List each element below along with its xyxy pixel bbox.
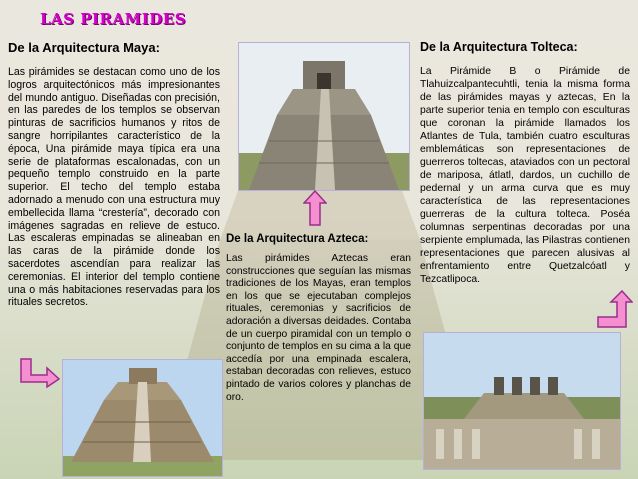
arrow-bent-up-icon bbox=[597, 290, 633, 328]
arrow-up-icon bbox=[303, 190, 327, 226]
azteca-pyramid-photo bbox=[62, 359, 223, 477]
azteca-text: Las pirámides Aztecas eran construcciones que seguían las mismas tradiciones de los Mayas, eran templos en los que se ejecutaban complejos rituales, ceremonias y sacrificios de adoración a diversas deidades. Contaba de un cuerpo piramidal con un templo o conjunto de templos en su cima a la que accedía por una empinada escalera, estaban decoradas con relieves, estuco pintado de varios colores y planchas de oro. bbox=[226, 253, 411, 403]
arrow-bent-right-icon bbox=[20, 358, 60, 388]
tolteca-heading: De la Arquitectura Tolteca: bbox=[420, 40, 578, 54]
tolteca-text: La Pirámide B o Pirámide de Tlahuizcalpantecuhtli, tenia la misma forma de las pirámides mayas y aztecas, En la parte superior tenia en templo con esculturas que coronan la pirámide llamados los Atlantes de Tula, también cuatro esculturas emblemáticas son representaciones de guerreros toltecas, ataviados con un pectoral de mariposa, átlatl, dardos, un cuchillo de pedernal y un arma curva que es muy característica de las representaciones guerreras de la cultura tolteca. Poséa columnas serpentinas decoradas por una serpiente emplumada, las Pilastras contienen representaciones que parecen alusivas al enfrentamiento entre Quetzalcóatl y Tezcatlipoca. bbox=[420, 66, 630, 285]
maya-heading: De la Arquitectura Maya: bbox=[8, 40, 160, 55]
tolteca-section bbox=[420, 40, 630, 286]
maya-text: Las pirámides se destacan como uno de los logros arquitectónicos más impresionantes del mundo antiguo. Diseñadas con precisión, en las paredes de los templos se observan pinturas de sacrificios humanos y ritos de sangre horripilantes característico de la época, Una pirámide maya típica era una serie de plataformas escalonadas, con un pequeño templo construido en la parte superior. El techo del templo estaba adornado a menudo con una estructura muy embellecida llama “crestería”, decorado con imágenes sagradas en relieve de estuco. Las escaleras empinadas se alineaban en las caras de la pirámide donde los sacerdotes ascendían para realizar las ceremonias. El interior del templo contiene una o más habitaciones reservadas para los rituales secretos. bbox=[8, 66, 220, 309]
tolteca-pyramid-photo bbox=[423, 332, 621, 470]
maya-section bbox=[8, 40, 220, 309]
maya-pyramid-photo bbox=[238, 42, 410, 191]
page-title: LAS PIRAMIDES bbox=[40, 10, 187, 28]
azteca-heading: De la Arquitectura Azteca: bbox=[226, 233, 369, 245]
azteca-section bbox=[226, 233, 411, 404]
